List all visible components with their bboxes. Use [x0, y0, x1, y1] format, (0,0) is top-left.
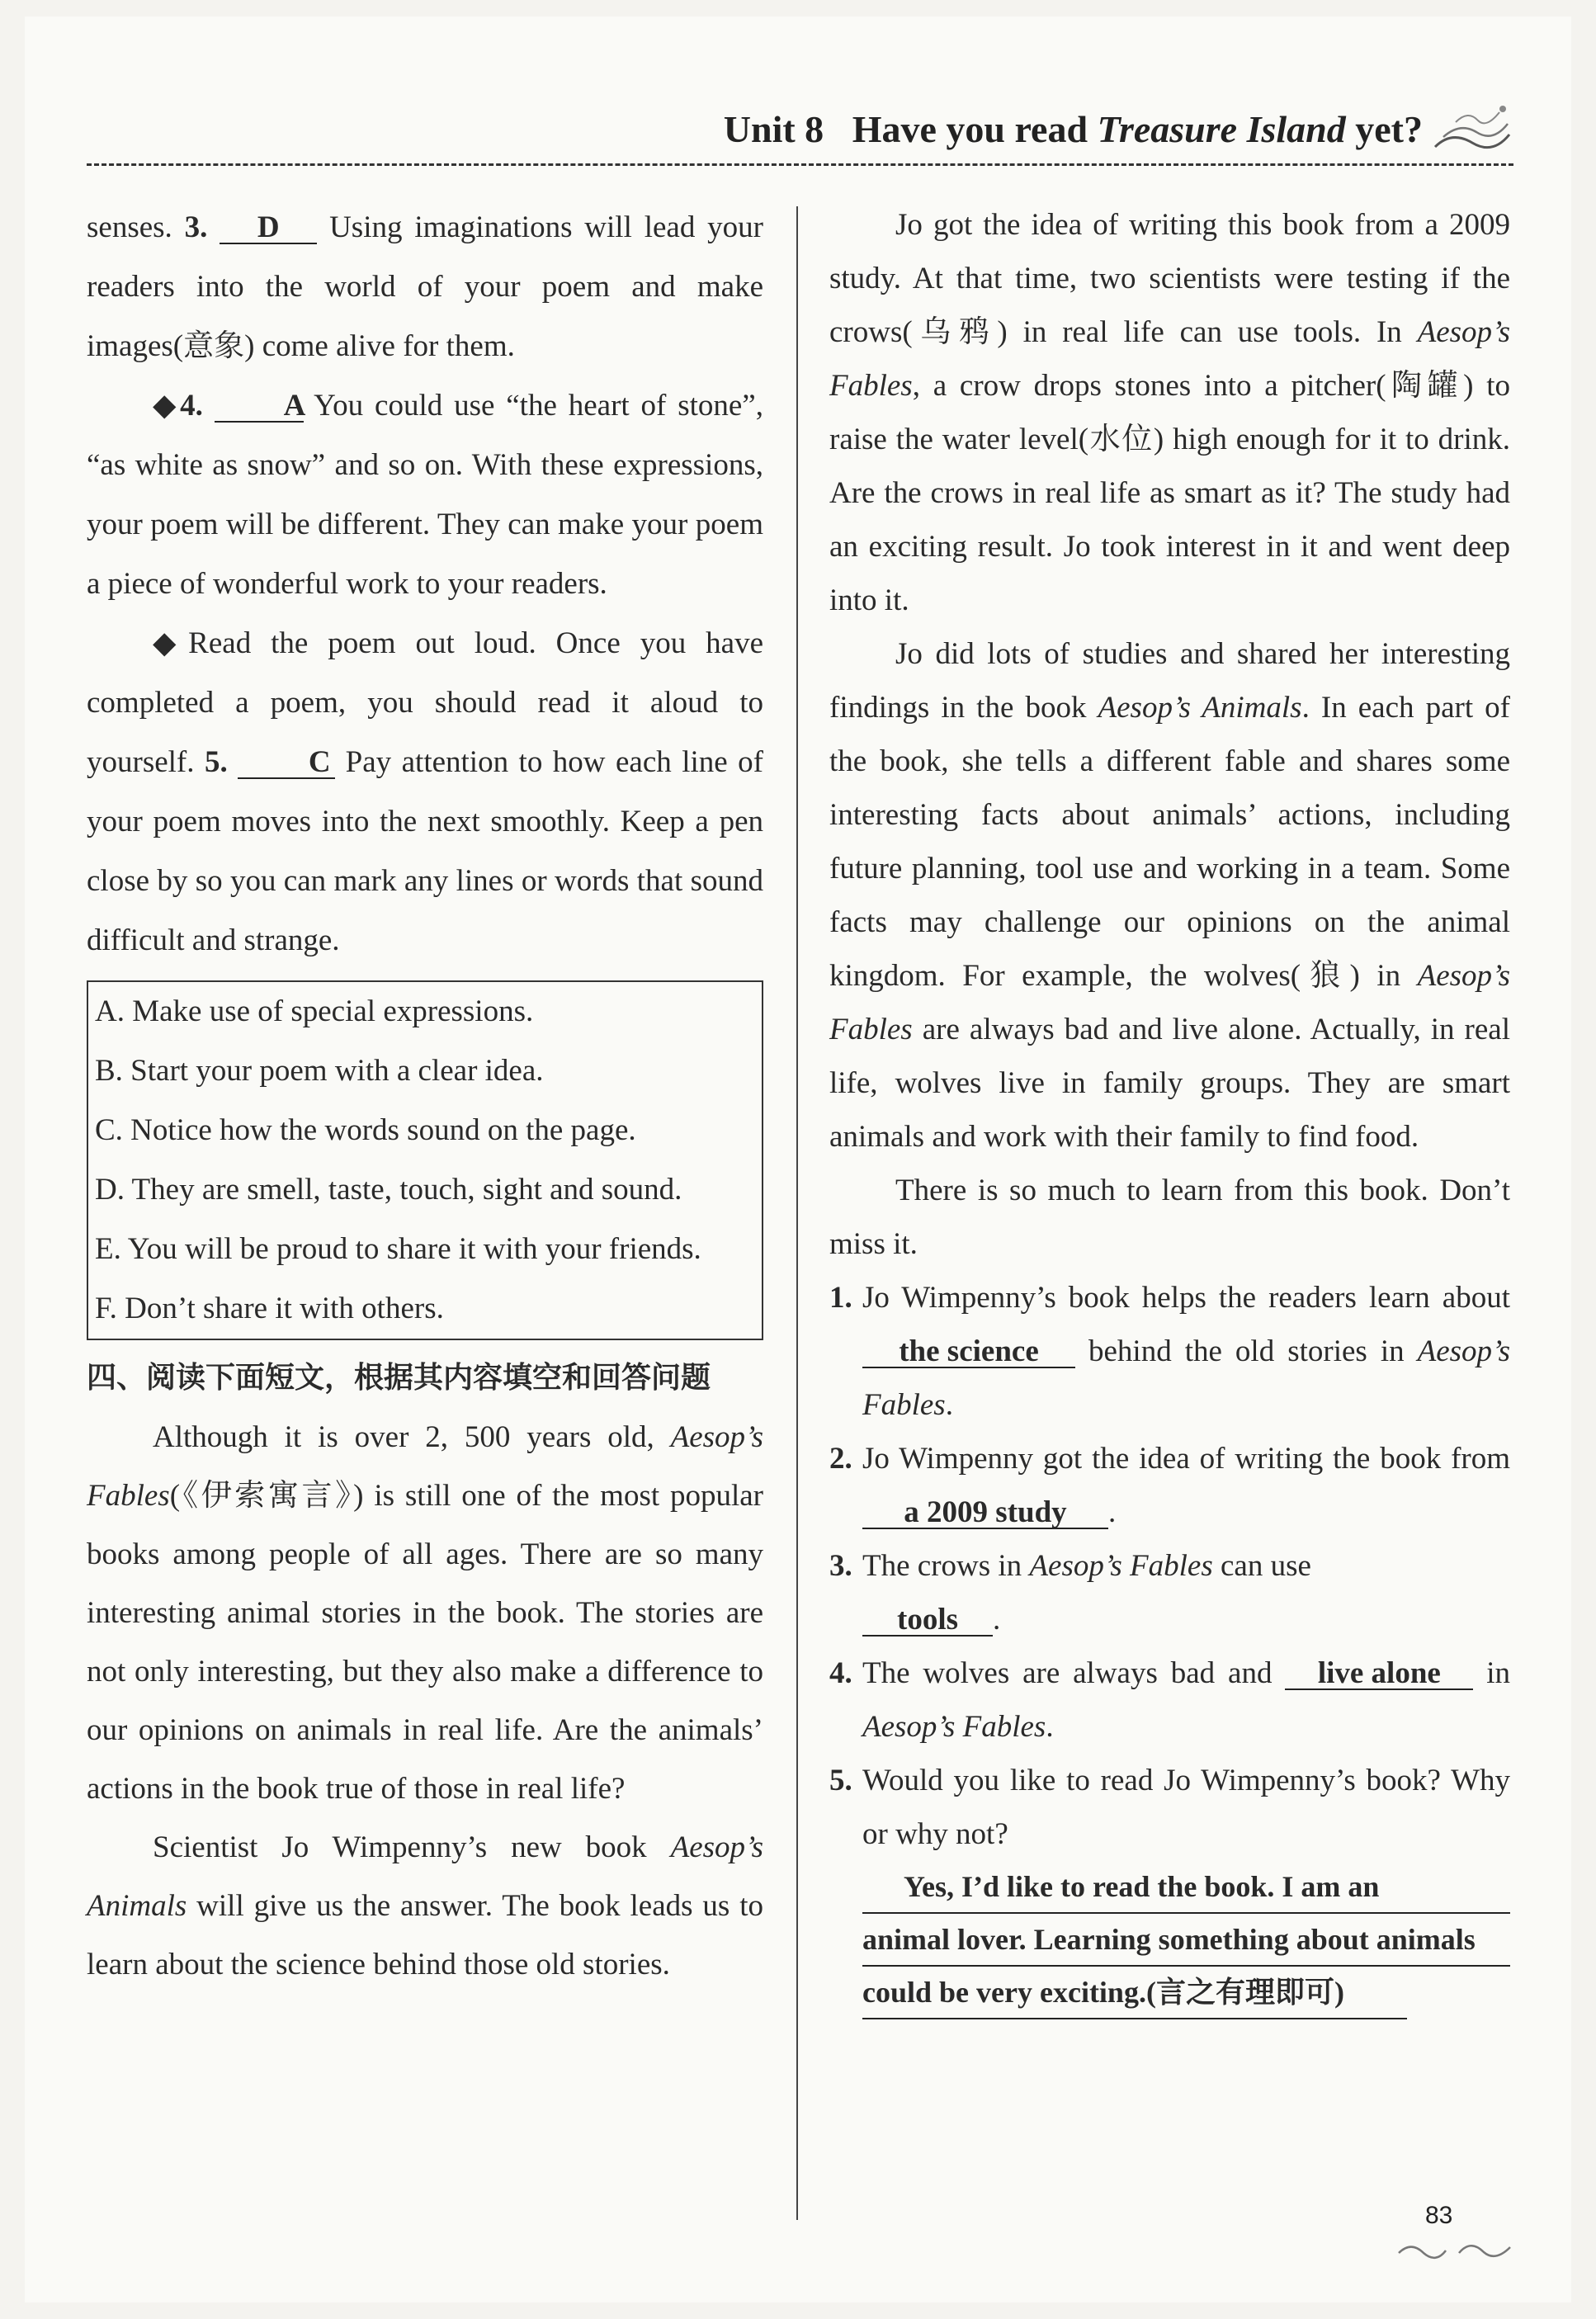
answer-line: could be very exciting.(言之有理即可) — [862, 1967, 1407, 2019]
answer-q5 — [862, 1861, 1510, 2019]
passage-paragraph-4: Jo did lots of studies and shared her interesting findings in the book Aesop’s Animals. In each part of the book, she tells a different fable and shares some interesting facts about animals’ actions, including future planning, tool use and working in a team. Some facts may challenge our opinions on the animal kingdom. For example, the wolves(狼) in Aesop’s Fables are always bad and live alone. Actually, in real life, wolves live in family groups. They are smart animals and work with their family to find food. — [829, 637, 1510, 1154]
option-item: C. Notice how the words sound on the page. — [95, 1113, 636, 1147]
paragraph-q5: ◆Read the poem out loud. Once you have completed a poem, you should read it aloud to yourself. 5. C Pay attention to how each line of your poem moves into the next smoothly. Keep a pen close by so you can mark any lines or words that sound difficult and strange. — [87, 626, 763, 957]
question-2: 2. Jo Wimpenny got the idea of writing the book from a 2009 study . — [829, 1442, 1510, 1529]
right-column — [829, 198, 1510, 2019]
answer-blank-3: D — [220, 212, 317, 244]
diamond-icon: ◆ — [153, 626, 189, 660]
unit-title: Unit 8 Have you read Treasure Island yet? — [723, 108, 1423, 150]
passage-paragraph-2: Scientist Jo Wimpenny’s new book Aesop’s Animals will give us the answer. The book leads us to learn about the science behind those old stories. — [87, 1830, 763, 1981]
left-column — [87, 198, 763, 1994]
options-box — [87, 980, 763, 1340]
option-item: F. Don’t share it with others. — [95, 1292, 444, 1325]
answer-blank-q2: a 2009 study — [862, 1497, 1108, 1529]
column-divider — [796, 206, 798, 2220]
answer-blank-q1: the science — [862, 1336, 1075, 1368]
option-item: B. Start your poem with a clear idea. — [95, 1054, 544, 1088]
section-title: 四、阅读下面短文，根据其内容填空和回答问题 — [87, 1361, 711, 1395]
answer-line: Yes, I’d like to read the book. I am an — [862, 1861, 1510, 1914]
option-item: D. They are smell, taste, touch, sight and sound. — [95, 1173, 682, 1207]
answer-line: animal lover. Learning something about animals — [862, 1914, 1510, 1967]
page-header — [0, 0, 1596, 173]
question-5: 5. Would you like to read Jo Wimpenny’s book? Why or why not? — [829, 1764, 1510, 1851]
diamond-icon: ◆ — [153, 389, 181, 423]
question-3: 3. The crows in Aesop’s Fables can use tools . — [829, 1549, 1311, 1637]
option-item: E. You will be proud to share it with your friends. — [95, 1232, 701, 1266]
answer-blank-q3: tools — [862, 1604, 993, 1637]
page-number: 83 — [1425, 2202, 1453, 2229]
question-4: 4. The wolves are always bad and live alone in Aesop’s Fables. — [829, 1656, 1510, 1744]
header-divider — [87, 163, 1513, 166]
question-1: 1. Jo Wimpenny’s book helps the readers learn about the science behind the old stories in Aesop’s Fables. — [829, 1281, 1510, 1422]
answer-blank-5: C — [238, 747, 335, 779]
wave-ornament-icon — [1427, 97, 1518, 163]
option-item: A. Make use of special expressions. — [95, 994, 534, 1028]
wave-ornament-icon — [1395, 2232, 1518, 2265]
paragraph-q3: senses. 3. D Using imaginations will lead your readers into the world of your poem and make images(意象) come alive for them. — [87, 210, 763, 363]
passage-paragraph-1: Although it is over 2, 500 years old, Aesop’s Fables(《伊索寓言》) is still one of the most popular books among people of all ages. There are so many interesting animal stories in the book. The stories are not only interesting, but they also make a difference to our opinions on animals in real life. Are the animals’ actions in the book true of those in real life? — [87, 1420, 763, 1806]
passage-paragraph-3: Jo got the idea of writing this book from a 2009 study. At that time, two scientists were testing if the crows(乌鸦) in real life can use tools. In Aesop’s Fables, a crow drops stones into a pitcher(陶罐) to raise the water level(水位) high enough for it to drink. Are the crows in real life as smart as it? The study had an exciting result. Jo took interest in it and went deep into it. — [829, 208, 1510, 617]
answer-blank-4: A — [215, 390, 304, 423]
passage-paragraph-5: There is so much to learn from this book. Don’t miss it. — [829, 1174, 1510, 1261]
paragraph-q4: ◆4. A You could use “the heart of stone”, “as white as snow” and so on. With these expressions, your poem will be different. They can make your poem a piece of wonderful work to your readers. — [87, 389, 763, 601]
answer-blank-q4: live alone — [1285, 1658, 1473, 1690]
